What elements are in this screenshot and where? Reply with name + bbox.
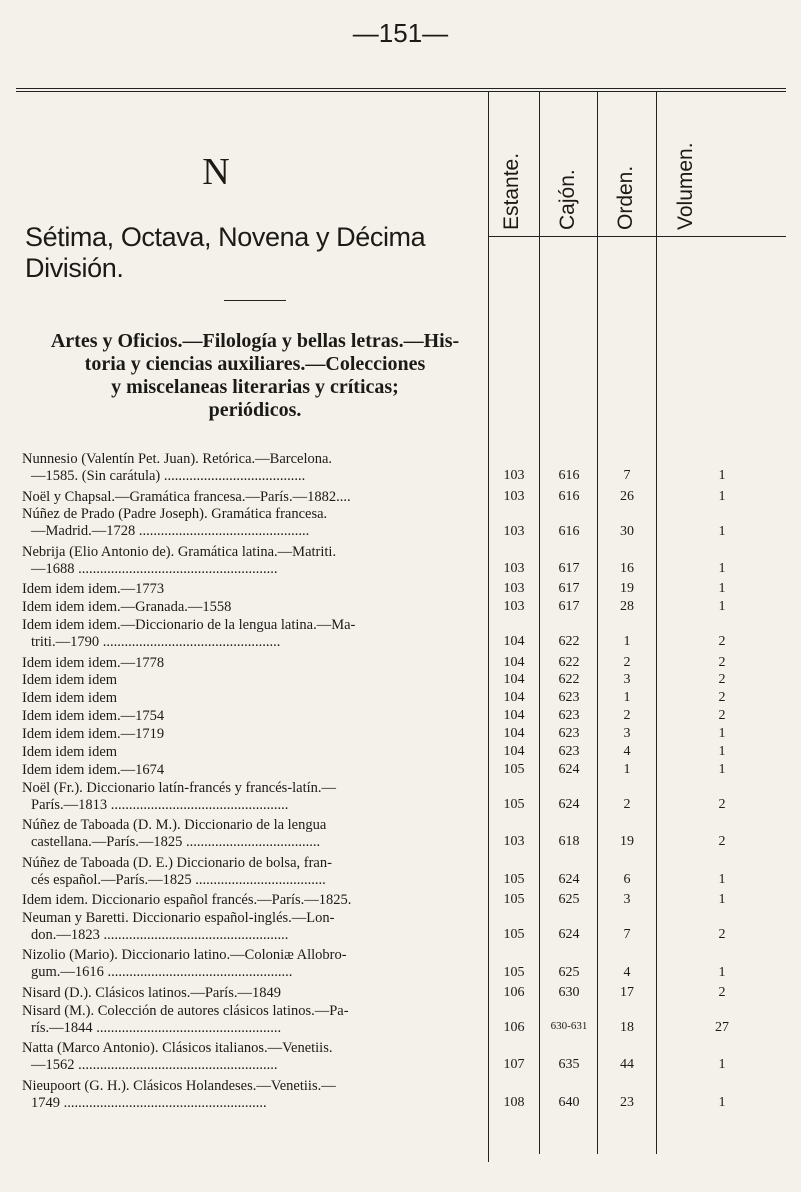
entry-line: Núñez de Taboada (D. E.) Diccionario de bolsa, fran-	[22, 854, 332, 871]
entry-line: —Madrid.—1728 ...............................................	[31, 523, 310, 540]
cell-orden: 26	[620, 488, 634, 504]
cell-estante: 105	[503, 964, 525, 980]
cell-orden: 3	[623, 725, 631, 741]
entry-line: cés español.—París.—1825 ....................................	[31, 871, 326, 888]
column-divider	[656, 92, 657, 1154]
cell-volumen: 1	[718, 1057, 726, 1073]
catalog-entry	[22, 489, 486, 506]
cell-cajon: 630-631	[550, 1019, 588, 1032]
cell-orden: 1	[623, 634, 631, 650]
cell-estante: 106	[503, 984, 525, 1000]
column-divider	[488, 92, 489, 1162]
cell-volumen: 2	[718, 927, 726, 943]
cell-cajon: 617	[558, 599, 580, 615]
cell-cajon: 625	[558, 892, 580, 907]
catalog-entry	[22, 1003, 486, 1037]
entry-line: Idem idem idem.—1754	[22, 708, 165, 725]
entry-line: Idem idem idem.—Diccionario de la lengua latina.—Ma-	[22, 617, 356, 634]
catalog-entry	[22, 726, 486, 743]
entry-line: Nunnesio (Valentín Pet. Juan). Retórica.—Barcelona.	[22, 451, 333, 467]
cell-cajon: 624	[558, 927, 580, 943]
cell-cajon: 624	[558, 871, 580, 887]
column-divider	[597, 92, 598, 1154]
catalog-entry	[22, 985, 486, 1002]
cell-estante: 105	[503, 927, 525, 943]
cell-estante: 103	[503, 488, 525, 504]
column-divider	[539, 92, 540, 1154]
cell-cajon: 623	[558, 743, 580, 759]
entry-line: Neuman y Baretti. Diccionario español-inglés.—Lon-	[22, 909, 335, 926]
cell-cajon: 616	[558, 488, 580, 504]
cell-volumen: 27	[715, 1019, 729, 1035]
column-header-orden: Orden.	[614, 165, 637, 230]
entry-line: rís.—1844 ...................................................	[31, 1019, 282, 1036]
cell-cajon: 625	[558, 964, 580, 980]
cell-estante: 107	[503, 1057, 525, 1073]
catalog-entry	[22, 855, 486, 889]
catalog-entry	[22, 762, 486, 779]
header-rule	[16, 91, 786, 92]
divider-rule	[224, 300, 286, 301]
catalog-entry	[22, 817, 486, 851]
cell-volumen: 1	[718, 743, 726, 759]
cell-estante: 104	[503, 654, 525, 670]
catalog-entry	[22, 581, 486, 598]
cell-orden: 1	[623, 690, 631, 706]
cell-estante: 104	[503, 743, 525, 759]
column-header-volumen: Volumen.	[674, 142, 697, 230]
cell-cajon: 617	[558, 561, 580, 577]
cell-volumen: 1	[718, 761, 726, 777]
entry-line: París.—1813 .................................................	[31, 796, 289, 813]
cell-estante: 103	[503, 523, 525, 539]
cell-cajon: 616	[558, 523, 580, 539]
cell-volumen: 1	[718, 871, 726, 887]
catalog-entry	[22, 599, 486, 616]
cell-orden: 18	[620, 1019, 634, 1035]
cell-volumen: 2	[718, 690, 726, 706]
cell-estante: 104	[503, 672, 525, 688]
cell-cajon: 640	[558, 1094, 580, 1110]
catalog-entry	[22, 947, 486, 981]
cell-volumen: 2	[718, 672, 726, 688]
cell-estante: 103	[503, 468, 525, 484]
cell-estante: 104	[503, 708, 525, 724]
cell-orden: 44	[620, 1057, 634, 1073]
entry-line: Idem idem idem.—1719	[22, 725, 165, 742]
section-title-line: y miscelaneas literarias y críticas;	[111, 376, 399, 398]
cell-estante: 106	[503, 1019, 525, 1035]
cell-estante: 104	[503, 725, 525, 741]
cell-volumen: 2	[718, 984, 726, 1000]
catalog-entry	[22, 780, 486, 814]
cell-estante: 108	[503, 1094, 525, 1110]
cell-orden: 6	[623, 871, 631, 887]
cell-orden: 3	[623, 672, 631, 688]
catalog-entry	[22, 672, 486, 689]
catalog-entry	[22, 690, 486, 707]
cell-volumen: 1	[718, 892, 726, 907]
entry-line: Noël y Chapsal.—Gramática francesa.—París.—1882....	[22, 488, 351, 505]
catalog-entry	[22, 506, 486, 540]
entry-line: Idem idem idem.—1773	[22, 581, 165, 598]
entry-line: Idem idem idem.—1674	[22, 761, 165, 778]
entry-line: Idem idem idem	[22, 743, 118, 760]
cell-orden: 7	[623, 468, 631, 484]
cell-estante: 104	[503, 634, 525, 650]
cell-estante: 105	[503, 892, 525, 907]
cell-cajon: 622	[558, 634, 580, 650]
entry-line: 1749 ........................................................	[31, 1094, 267, 1111]
cell-orden: 19	[620, 581, 634, 597]
catalog-entry	[22, 892, 486, 909]
entry-line: Idem idem idem	[22, 690, 118, 707]
cell-orden: 4	[623, 964, 631, 980]
entry-line: Idem idem. Diccionario español francés.—París.—1825.	[22, 892, 352, 908]
cell-cajon: 616	[558, 468, 580, 484]
cell-estante: 103	[503, 561, 525, 577]
catalog-entry	[22, 544, 486, 578]
entry-line: Núñez de Prado (Padre Joseph). Gramática francesa.	[22, 506, 328, 523]
catalog-entry	[22, 451, 486, 485]
cell-orden: 16	[620, 561, 634, 577]
cell-orden: 30	[620, 523, 634, 539]
cell-volumen: 1	[718, 468, 726, 484]
cell-cajon: 623	[558, 725, 580, 741]
cell-volumen: 2	[718, 708, 726, 724]
cell-orden: 2	[623, 654, 631, 670]
entry-line: Natta (Marco Antonio). Clásicos italianos.—Venetiis.	[22, 1040, 333, 1057]
section-title-line: toria y ciencias auxiliares.—Colecciones	[84, 353, 426, 375]
cell-orden: 2	[623, 708, 631, 724]
column-header-estante: Estante.	[500, 152, 523, 230]
entry-line: Idem idem idem.—Granada.—1558	[22, 599, 232, 616]
cell-volumen: 1	[718, 725, 726, 741]
entry-line: Nieupoort (G. H.). Clásicos Holandeses.—Venetiis.—	[22, 1077, 336, 1094]
cell-cajon: 623	[558, 690, 580, 706]
entry-line: —1562 .......................................................	[31, 1057, 278, 1074]
cell-cajon: 635	[558, 1057, 580, 1073]
cell-cajon: 617	[558, 581, 580, 597]
entry-line: Nisard (M.). Colección de autores clásicos latinos.—Pa-	[22, 1002, 349, 1019]
section-title-line: periódicos.	[208, 399, 302, 421]
cell-orden: 17	[620, 984, 634, 1000]
entry-line: —1688 .......................................................	[31, 560, 278, 577]
cell-cajon: 624	[558, 761, 580, 777]
entry-line: Núñez de Taboada (D. M.). Diccionario de la lengua	[22, 817, 327, 833]
entry-line: Idem idem idem.—1778	[22, 654, 165, 671]
cell-estante: 105	[503, 871, 525, 887]
cell-volumen: 1	[718, 561, 726, 577]
cell-cajon: 622	[558, 672, 580, 688]
cell-volumen: 1	[718, 1094, 726, 1110]
cell-orden: 1	[623, 761, 631, 777]
cell-volumen: 1	[718, 964, 726, 980]
entry-line: Nizolio (Mario). Diccionario latino.—Coloniæ Allobro-	[22, 947, 347, 964]
cell-volumen: 1	[718, 581, 726, 597]
cell-volumen: 1	[718, 488, 726, 504]
entry-line: Nebrija (Elio Antonio de). Gramática latina.—Matriti.	[22, 543, 337, 560]
cell-estante: 104	[503, 690, 525, 706]
catalog-entry	[22, 708, 486, 725]
cell-volumen: 1	[718, 523, 726, 539]
section-title	[24, 330, 486, 422]
cell-cajon: 622	[558, 654, 580, 670]
catalog-entry	[22, 655, 486, 672]
cell-estante: 103	[503, 581, 525, 597]
cell-estante: 103	[503, 834, 525, 850]
cell-orden: 4	[623, 743, 631, 759]
entry-line: Idem idem idem	[22, 672, 118, 689]
cell-orden: 3	[623, 892, 631, 907]
cell-orden: 7	[623, 927, 631, 943]
entry-line: Noël (Fr.). Diccionario latín-francés y francés-latín.—	[22, 779, 337, 796]
catalog-entry	[22, 910, 486, 944]
header-divider	[488, 236, 786, 237]
cell-estante: 105	[503, 796, 525, 812]
column-header-cajon: Cajón.	[556, 169, 579, 230]
cell-cajon: 623	[558, 708, 580, 724]
section-letter: N	[202, 151, 230, 193]
page-number: —151—	[352, 18, 449, 48]
cell-volumen: 2	[718, 796, 726, 812]
cell-estante: 103	[503, 599, 525, 615]
division-heading: Sétima, Octava, Novena y Décima División.	[25, 222, 426, 283]
cell-orden: 28	[620, 599, 634, 615]
catalog-entry	[22, 1040, 486, 1074]
entry-line: castellana.—París.—1825 .....................................	[31, 834, 321, 850]
cell-volumen: 1	[718, 599, 726, 615]
catalog-entry	[22, 617, 486, 651]
catalog-entry	[22, 744, 486, 761]
section-title-line: Artes y Oficios.—Filología y bellas letras.—His-	[50, 330, 460, 352]
cell-volumen: 2	[718, 654, 726, 670]
cell-cajon: 630	[558, 984, 580, 1000]
catalog-entry	[22, 1078, 486, 1112]
cell-volumen: 2	[718, 834, 726, 850]
entry-line: Nisard (D.). Clásicos latinos.—París.—1849	[22, 984, 281, 1001]
cell-volumen: 2	[718, 634, 726, 650]
entry-line: —1585. (Sin carátula) .......................................	[31, 468, 306, 484]
cell-cajon: 618	[558, 834, 580, 850]
entry-line: gum.—1616 ...................................................	[31, 964, 293, 981]
cell-orden: 19	[620, 834, 634, 850]
cell-orden: 23	[620, 1094, 634, 1110]
header-rule	[16, 88, 786, 89]
cell-cajon: 624	[558, 796, 580, 812]
cell-estante: 105	[503, 761, 525, 777]
entry-line: don.—1823 ...................................................	[31, 926, 289, 943]
cell-orden: 2	[623, 796, 631, 812]
entry-line: triti.—1790 .................................................	[31, 634, 281, 651]
